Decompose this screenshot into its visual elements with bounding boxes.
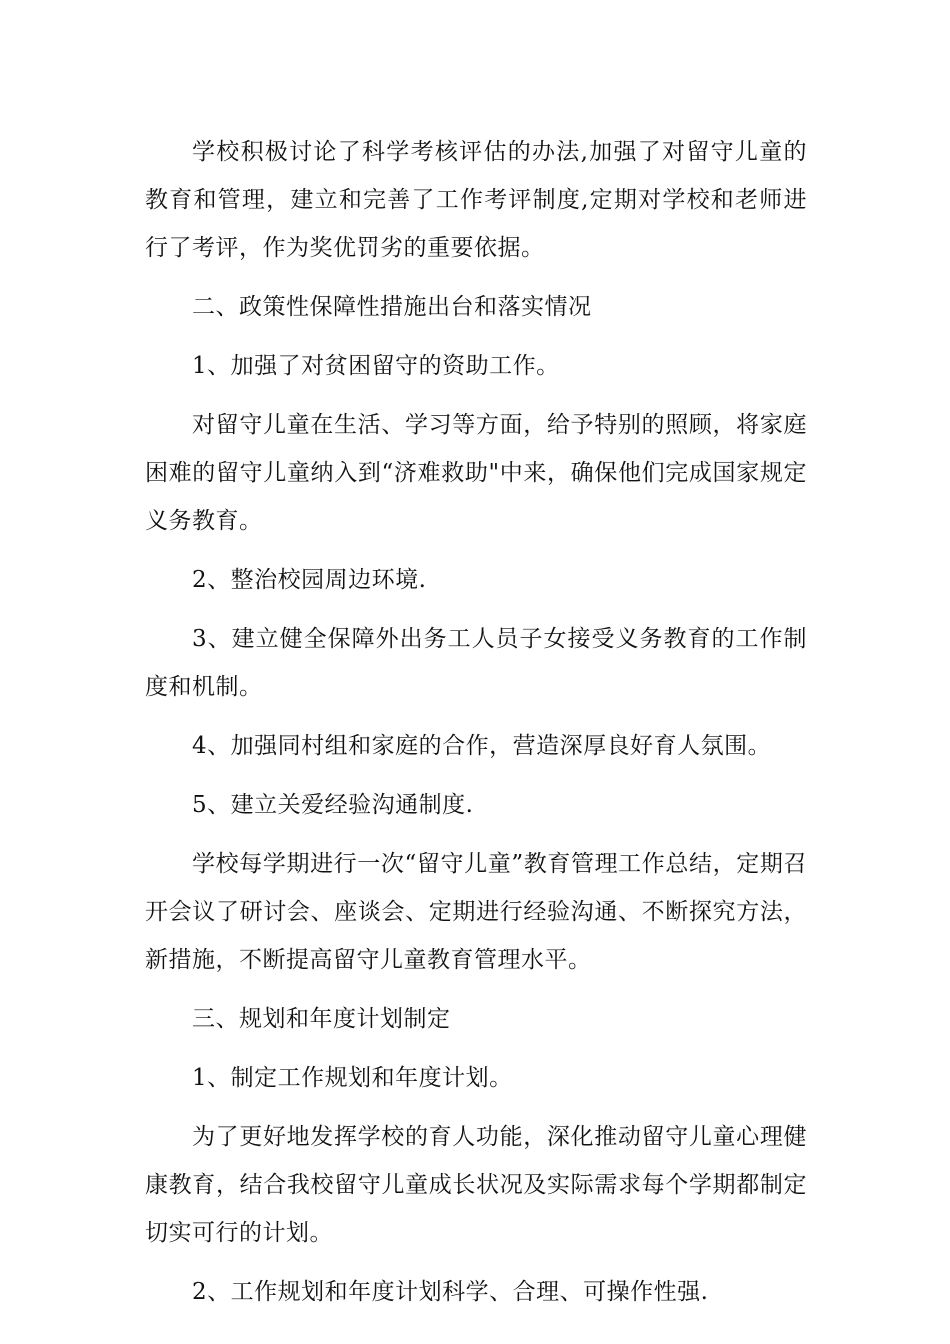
paragraph-3-1-body: 为了更好地发挥学校的育人功能，深化推动留守儿童心理健康教育，结合我校留守儿童成长状况及实际需求每个学期都制定切实可行的计划。 bbox=[145, 1124, 807, 1246]
section-heading-3: 三、规划和年度计划制定 bbox=[192, 1006, 451, 1032]
paragraph-1: 学校积极讨论了科学考核评估的办法,加强了对留守儿童的教育和管理，建立和完善了工作考评制度,定期对学校和老师进行了考评，作为奖优罚劣的重要依据。 bbox=[145, 139, 807, 261]
item-3-2: 2、工作规划和年度计划科学、合理、可操作性强. bbox=[192, 1279, 709, 1305]
section-heading-2: 二、政策性保障性措施出台和落实情况 bbox=[192, 294, 592, 320]
item-2-1: 1、加强了对贫困留守的资助工作。 bbox=[192, 353, 560, 379]
document-page bbox=[145, 128, 807, 1327]
item-3-1: 1、制定工作规划和年度计划。 bbox=[192, 1065, 513, 1091]
item-2-2: 2、整治校园周边环境. bbox=[192, 567, 427, 593]
item-2-3: 3、建立健全保障外出务工人员子女接受义务教育的工作制度和机制。 bbox=[145, 626, 807, 700]
item-2-5: 5、建立关爱经验沟通制度. bbox=[192, 792, 474, 818]
paragraph-2-1-body: 对留守儿童在生活、学习等方面，给予特别的照顾，将家庭困难的留守儿童纳入到“济难救助"中来，确保他们完成国家规定义务教育。 bbox=[145, 412, 807, 534]
paragraph-2-5-body: 学校每学期进行一次“留守儿童”教育管理工作总结，定期召开会议了研讨会、座谈会、定期进行经验沟通、不断探究方法，新措施，不断提高留守儿童教育管理水平。 bbox=[145, 851, 807, 973]
item-2-4: 4、加强同村组和家庭的合作，营造深厚良好育人氛围。 bbox=[192, 733, 772, 759]
